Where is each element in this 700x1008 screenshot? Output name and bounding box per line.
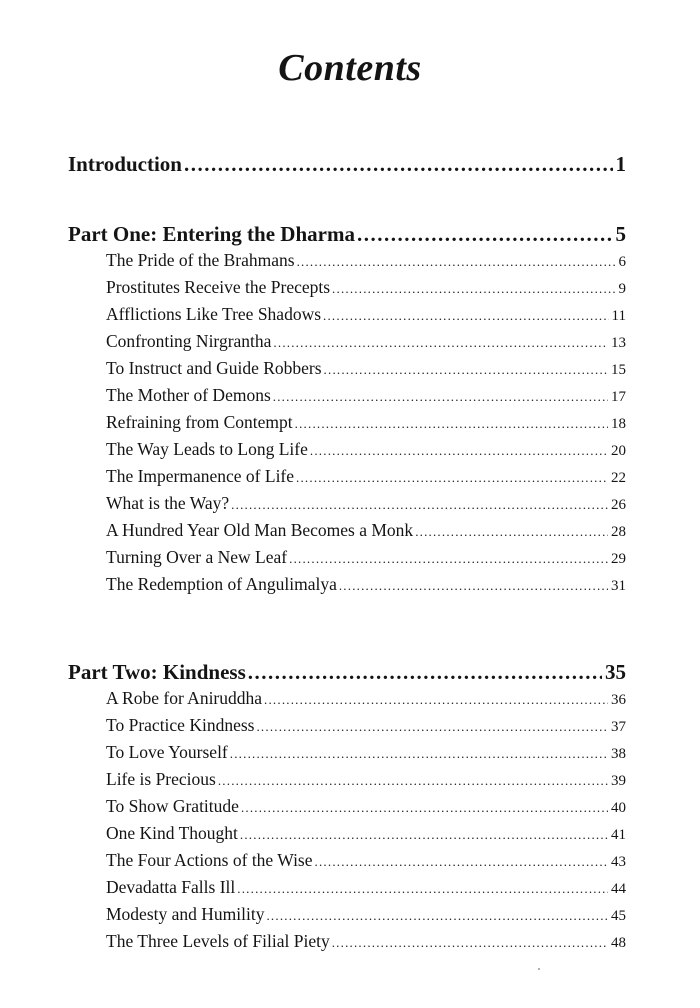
toc-entry-label: To Love Yourself: [106, 742, 228, 762]
toc-entry: [106, 358, 626, 379]
dot-leader: [240, 827, 608, 843]
toc-entry-page: 20: [611, 443, 626, 459]
dot-leader: [230, 746, 608, 762]
toc-entry: [106, 304, 626, 325]
toc-entry-page: 26: [611, 497, 626, 513]
toc-entry: [68, 660, 626, 685]
toc-entry: [106, 331, 626, 352]
dot-leader: [184, 152, 613, 177]
dot-leader: [332, 281, 615, 297]
toc-entry: [106, 547, 626, 568]
toc-entry-page: 9: [618, 281, 626, 297]
toc-entry: [106, 574, 626, 595]
toc-entry-label: The Impermanence of Life: [106, 466, 295, 486]
dot-leader: [218, 773, 608, 789]
toc-entry-label: Turning Over a New Leaf: [106, 547, 288, 567]
toc-entry: [106, 796, 626, 817]
toc-entry-label: The Four Actions of the Wise: [106, 850, 313, 870]
toc-entry-label: A Hundred Year Old Man Becomes a Monk: [106, 520, 414, 540]
dot-leader: [310, 443, 608, 459]
toc-entry-label: Refraining from Contempt: [106, 412, 293, 432]
toc-entry: [106, 520, 626, 541]
toc-entry-page: 48: [611, 935, 626, 951]
dot-leader: [256, 719, 608, 735]
scan-speck: [538, 968, 540, 970]
toc-entry-page: 17: [611, 389, 626, 405]
toc-entry: [106, 742, 626, 763]
toc-entry: [106, 769, 626, 790]
toc-entry-label: Confronting Nirgrantha: [106, 331, 272, 351]
toc-entry-page: 35: [605, 660, 626, 684]
toc-entry-label: What is the Way?: [106, 493, 230, 513]
toc-entry-page: 15: [611, 362, 626, 378]
dot-leader: [241, 800, 608, 816]
dot-leader: [315, 854, 608, 870]
toc-entry-page: 41: [611, 827, 626, 843]
toc-entry-page: 44: [611, 881, 626, 897]
toc-entry-label: Modesty and Humility: [106, 904, 265, 924]
toc-entry-label: One Kind Thought: [106, 823, 238, 843]
dot-leader: [264, 692, 608, 708]
dot-leader: [266, 908, 608, 924]
toc-entry: [106, 823, 626, 844]
page-title: Contents: [278, 47, 422, 89]
toc-entry-page: 36: [611, 692, 626, 708]
toc-entry-label: Afflictions Like Tree Shadows: [106, 304, 322, 324]
dot-leader: [237, 881, 608, 897]
toc-entry-page: 40: [611, 800, 626, 816]
toc-entry: [106, 250, 626, 271]
toc-entry-page: 5: [615, 222, 626, 246]
toc-entry: [106, 850, 626, 871]
toc-entry-label: The Mother of Demons: [106, 385, 271, 405]
dot-leader: [297, 254, 616, 270]
toc-entry: [106, 385, 626, 406]
dot-leader: [289, 551, 608, 567]
toc-entry-page: 37: [611, 719, 626, 735]
dot-leader: [324, 362, 608, 378]
toc-entry: [106, 877, 626, 898]
toc-entry-label: Devadatta Falls Ill: [106, 877, 236, 897]
dot-leader: [357, 222, 613, 247]
toc-entry-label: The Pride of the Brahmans: [106, 250, 295, 270]
toc-entry: [106, 715, 626, 736]
toc-entry: [106, 493, 626, 514]
toc-entry: [106, 277, 626, 298]
dot-leader: [295, 416, 608, 432]
dot-leader: [323, 308, 609, 324]
toc-entry-label: Prostitutes Receive the Precepts: [106, 277, 331, 297]
toc-entry: [106, 439, 626, 460]
toc-entry-page: 18: [611, 416, 626, 432]
dot-leader: [248, 660, 602, 685]
toc-entry-page: 22: [611, 470, 626, 486]
toc-entry-label: Part Two: Kindness: [68, 660, 246, 684]
toc-entry-page: 39: [611, 773, 626, 789]
dot-leader: [273, 389, 608, 405]
toc-entry-page: 38: [611, 746, 626, 762]
dot-leader: [339, 578, 608, 594]
toc-entry: [106, 688, 626, 709]
toc-entry: [106, 412, 626, 433]
toc-entry-label: A Robe for Aniruddha: [106, 688, 263, 708]
toc-entry-page: 6: [618, 254, 626, 270]
toc-entry-label: Introduction: [68, 152, 182, 176]
toc-entry-label: Life is Precious: [106, 769, 216, 789]
dot-leader: [231, 497, 608, 513]
toc-entry-page: 31: [611, 578, 626, 594]
toc-entry-label: The Three Levels of Filial Piety: [106, 931, 330, 951]
dot-leader: [415, 524, 608, 540]
toc-entry: [106, 904, 626, 925]
toc-entry-page: 28: [611, 524, 626, 540]
toc-entry-page: 29: [611, 551, 626, 567]
toc-entry-page: 11: [611, 308, 626, 324]
dot-leader: [273, 335, 608, 351]
toc-entry-page: 45: [611, 908, 626, 924]
toc-entry-label: The Redemption of Angulimalya: [106, 574, 337, 594]
toc-entry-page: 13: [611, 335, 626, 351]
toc-entry-page: 43: [611, 854, 626, 870]
dot-leader: [296, 470, 608, 486]
toc-entry: [106, 931, 626, 952]
toc-entry-label: To Show Gratitude: [106, 796, 239, 816]
toc-entry: [68, 222, 626, 247]
toc-entry: [68, 152, 626, 177]
toc-entry: [106, 466, 626, 487]
toc-entry-label: Part One: Entering the Dharma: [68, 222, 355, 246]
toc-entry-label: To Instruct and Guide Robbers: [106, 358, 322, 378]
toc-entry-label: The Way Leads to Long Life: [106, 439, 308, 459]
toc-entry-page: 1: [615, 152, 626, 176]
toc-entry-label: To Practice Kindness: [106, 715, 255, 735]
dot-leader: [332, 935, 608, 951]
